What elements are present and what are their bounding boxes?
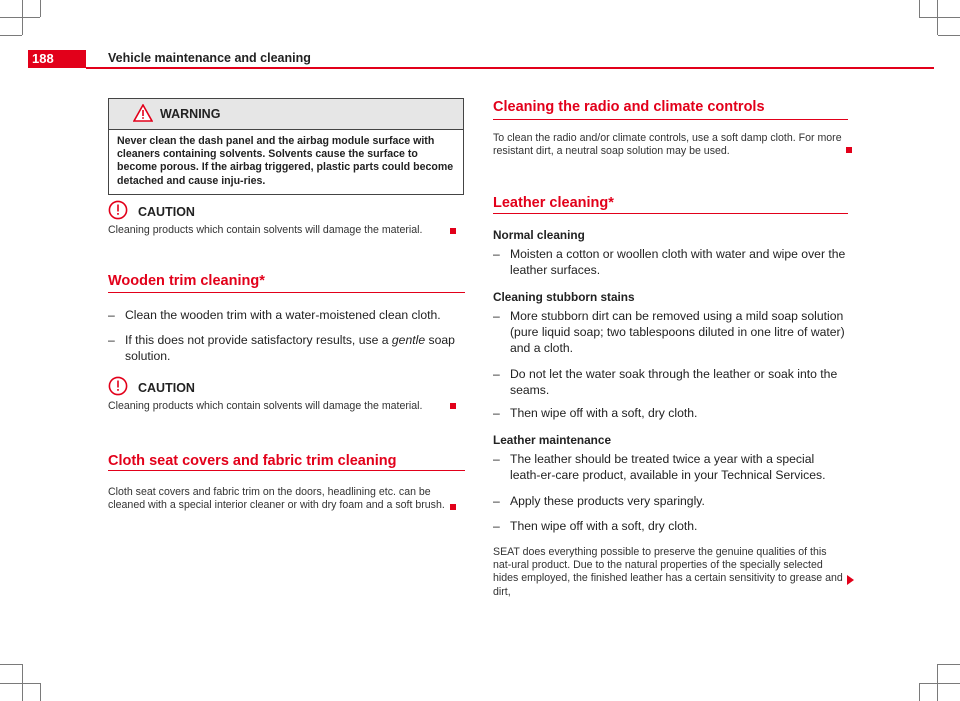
list-item (493, 246, 848, 278)
list-item-text: The leather should be treated twice a year with a special leath-er-care product, available in your Technical Services. (510, 452, 826, 482)
crop-mark (919, 683, 960, 684)
warning-text: Never clean the dash panel and the airbag module surface with cleaners containing solvents. Solvents cause the surface to become porous. If the airbag triggered, plastic parts could become detached and cause inju-ries. (117, 135, 454, 187)
section-rule (108, 292, 465, 293)
list-item-text: If this does not provide satisfactory results, use a (125, 333, 392, 347)
section-rule (493, 213, 848, 214)
crop-mark (0, 683, 40, 684)
list-item (493, 366, 848, 398)
list-item-text: soap solution. (125, 333, 455, 363)
header-rule (86, 67, 934, 69)
cloth-text: Cloth seat covers and fabric trim on the doors, headlining etc. can be cleaned with a special interior cleaner or with dry foam and a soft brush. (108, 486, 445, 512)
chapter-title: Vehicle maintenance and cleaning (108, 51, 311, 65)
section-title-leather: Leather cleaning* (493, 195, 614, 211)
list-item (108, 332, 465, 364)
list-item (493, 518, 848, 534)
section-end-mark (450, 403, 456, 409)
caution-text: Cleaning products which contain solvents will damage the material. (108, 224, 423, 236)
caution-icon (108, 376, 128, 396)
subheading-leather-maintenance: Leather maintenance (493, 433, 612, 447)
warning-header (109, 99, 463, 130)
section-title-radio: Cleaning the radio and climate controls (493, 99, 765, 115)
section-rule (108, 470, 465, 471)
section-end-mark (450, 504, 456, 510)
crop-mark (0, 664, 22, 665)
section-end-mark (450, 228, 456, 234)
caution-icon (108, 200, 128, 220)
crop-mark (938, 664, 960, 665)
list-dash: – (493, 367, 500, 381)
section-title-wooden: Wooden trim cleaning* (108, 273, 265, 289)
warning-triangle-icon (133, 104, 153, 122)
section-title-cloth: Cloth seat covers and fabric trim cleaning (108, 453, 397, 469)
subheading-normal-cleaning: Normal cleaning (493, 228, 585, 242)
continue-arrow-icon (847, 575, 854, 585)
list-item (493, 493, 848, 509)
section-rule (493, 119, 848, 120)
list-item-text: Do not let the water soak through the leather or soak into the seams. (510, 367, 838, 397)
leather-closing-text: SEAT does everything possible to preserve the genuine qualities of this nat-ural product. Due to the natural properties of the specially selected hides employed, the finished leather has a certain sensitivity to grease and dirt, (493, 546, 843, 598)
caution-block (108, 200, 465, 240)
list-dash: – (493, 519, 500, 533)
radio-text: To clean the radio and/or climate controls, use a soft damp cloth. For more resistant dirt, a neutral soap solution may be used. (493, 132, 842, 158)
left-column (108, 98, 465, 512)
list-dash: – (493, 406, 500, 420)
list-item (493, 451, 848, 483)
list-item-text: Then wipe off with a soft, dry cloth. (510, 406, 698, 420)
section-end-mark (846, 147, 852, 153)
list-dash: – (493, 494, 500, 508)
subheading-stubborn-stains: Cleaning stubborn stains (493, 290, 635, 304)
list-item-text: Moisten a cotton or woollen cloth with water and wipe over the leather surfaces. (510, 247, 846, 277)
emphasis-text: gentle (391, 333, 426, 347)
list-dash: – (493, 309, 500, 323)
caution-label: CAUTION (138, 381, 195, 395)
list-item-text: More stubborn dirt can be removed using a mild soap solution (pure liquid soap; two tablespoons diluted in one litre of water) and a cloth. (510, 309, 845, 355)
list-dash: – (493, 247, 500, 261)
warning-box (108, 98, 464, 195)
caution-label: CAUTION (138, 205, 195, 219)
list-dash: – (108, 333, 115, 347)
caution-block (108, 376, 465, 416)
page-number: 188 (28, 50, 86, 68)
list-dash: – (493, 452, 500, 466)
list-item-text: Apply these products very sparingly. (510, 494, 705, 508)
page-header (0, 0, 960, 70)
list-item-text: Clean the wooden trim with a water-moistened clean cloth. (125, 308, 441, 322)
list-item (108, 307, 465, 323)
crop-mark (919, 683, 920, 701)
list-item (493, 405, 848, 421)
crop-mark (40, 683, 41, 701)
caution-text: Cleaning products which contain solvents will damage the material. (108, 400, 423, 412)
list-item (493, 308, 848, 356)
list-item-text: Then wipe off with a soft, dry cloth. (510, 519, 698, 533)
list-dash: – (108, 308, 115, 322)
warning-label: WARNING (160, 107, 221, 121)
